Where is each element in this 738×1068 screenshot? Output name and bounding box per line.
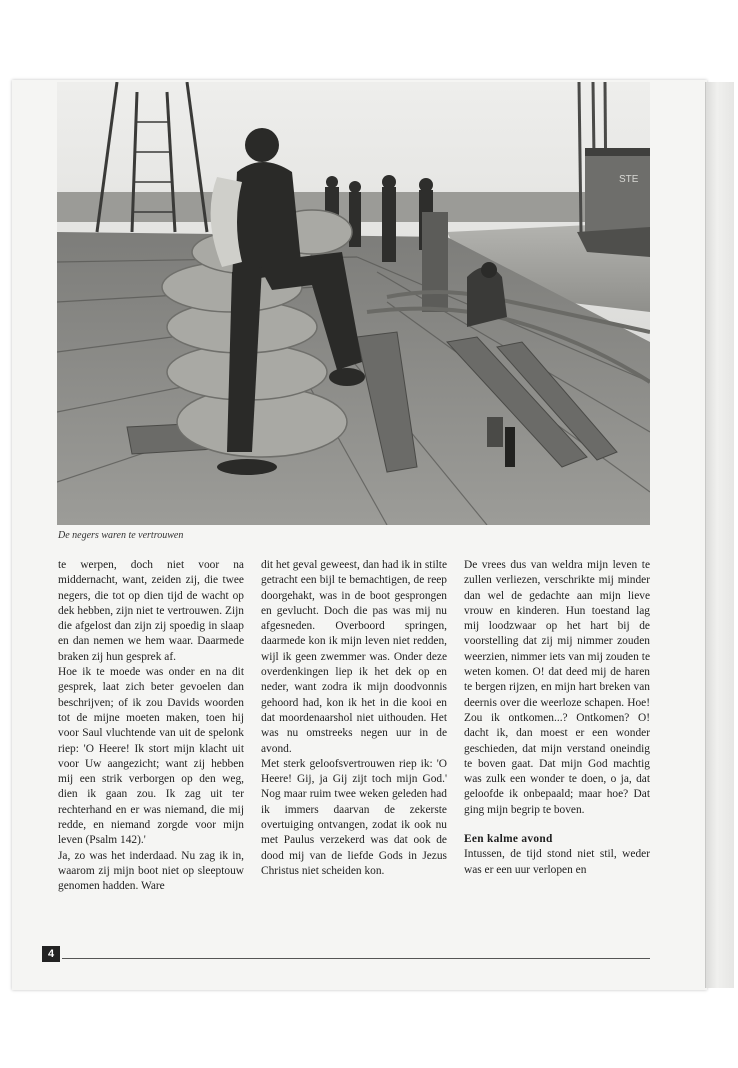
boat-sign-text: STE [619,174,639,185]
paragraph: De vrees dus van weldra mijn leven te zullen verliezen, verschrikte mij minder dan wel de gedachte aan mijn lieve vrouw en kinderen. Hun toestand lag mij loodzwaar op het hart bij de voorstelling dat zij mij nimmer zouden weerzien, nimmer iets van mij zouden te weten komen. O! dat deed mij de haren te bergen rijzen, en mijn hart breken van deernis over die weerloze schapen. Hoe! Zou ik ontkomen...? Ontkomen? O! dacht ik, dan moest er een wonder geschieden, dat mijn verstand oneindig te boven gaat. Dat mijn God machtig was zulk een wonder te doen, o ja, dat geloofde ik onbepaald; maar hoe? Dat ging mijn begrip te boven. [464,559,650,816]
text-column-2 [261,558,447,879]
paragraph: Intussen, de tijd stond niet stil, weder was er een uur verlopen en [464,848,650,876]
page-number: 4 [42,946,60,962]
page-edge [705,82,734,988]
paragraph: Met sterk geloofsvertrouwen riep ik: 'O Heere! Gij, ja Gij zijt toch mijn God.' Nog maar ruim twee weken geleden had ik immers daarvan de zekerste overtuiging ontvangen, zodat ik ook nu met Paulus verzekerd was dat ook de dood mij van de liefde Gods in Jezus Christus niet scheiden kon. [261,757,447,877]
paragraph: dit het geval geweest, dan had ik in stilte getracht een bijl te bemachtigen, de reep doorgehakt, was in de boot gesprongen en gevlucht. Doch die pas was mij nu afgesneden. Overboord springen, daarmede kon ik mijn leven niet redden, wijl ik geen zwemmer was. Onder deze overdenkingen liep ik het dek op en neder, want zodra ik mijn doodvonnis gehoord had, kon ik het in die kooi en dat moordenaarshol niet uithouden. Het was nu omstreeks negen uur in de avond. [261,559,447,755]
paragraph: te werpen, doch niet voor na middernacht, want, zeiden zij, die twee negers, die tot op dien tijd de wacht op dek hebben, zijn niet te vertrouwen. Zijn die afgelost dan zijn zij spoedig in slaap en dan nemen we hem waar. Daarmede braken zij hun gesprek af. [58,559,244,663]
text-column-3 [464,558,650,878]
dock-photograph [57,82,650,525]
photo-caption: De negers waren te vertrouwen [58,530,184,541]
paragraph: Hoe ik te moede was onder en na dit gesprek, laat zich beter gevoelen dan beschrijven; of ik zou Davids woorden tot de mijne moeten maken, toen hij voor Saul vluchtende van uit de spelonk riep: 'O Heere! Ik stort mijn klacht uit voor Uw aangezicht; want zij hebben mij een strik verborgen op den weg, dien ik gaan zou. Ik zag uit ter rechterhand en er was niemand, die mij redde, en niemand zorgde voor mijn leven (Psalm 142).' [58,666,244,847]
footer-rule [62,958,650,959]
paragraph: Ja, zo was het inderdaad. Nu zag ik in, waarom zij mijn boot niet op sleeptouw genomen hadden. Ware [58,849,244,893]
section-heading: Een kalme avond [464,833,553,846]
text-column-1 [58,558,244,895]
